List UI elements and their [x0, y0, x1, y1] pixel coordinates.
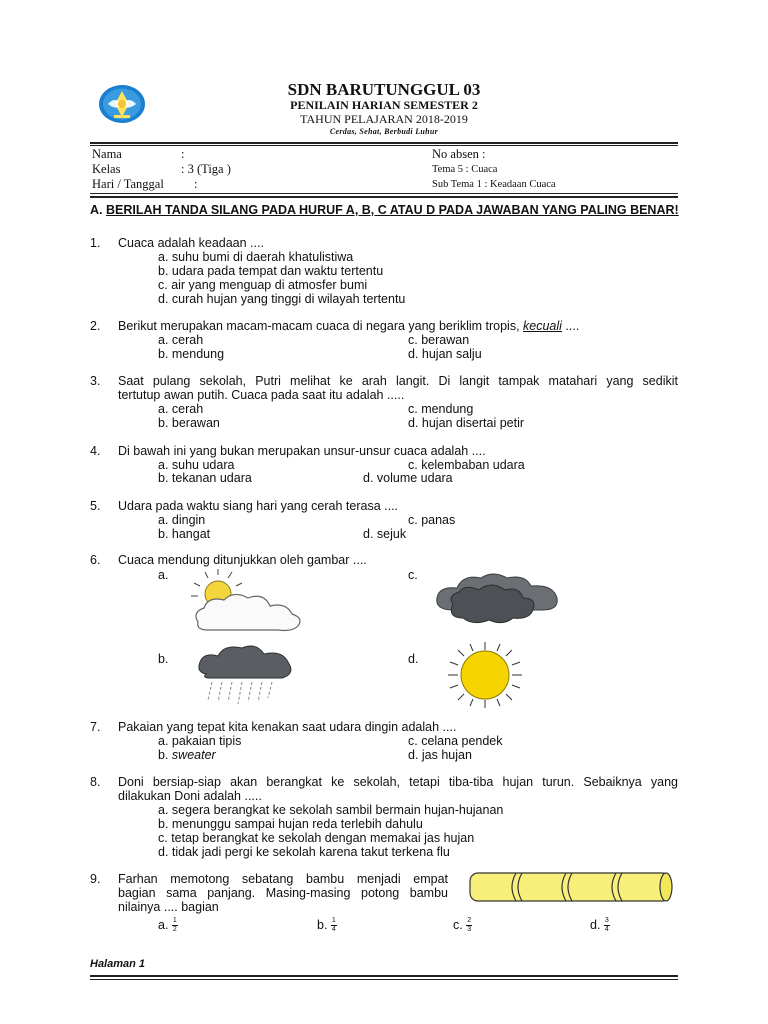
school-name: SDN BARUTUNGGUL 03 [287, 80, 481, 99]
option-b-sweater: sweater [171, 748, 216, 762]
option-d[interactable]: d. jas hujan [408, 748, 472, 762]
nama-colon: : [181, 147, 185, 161]
option-c[interactable]: c. [408, 568, 418, 582]
option-c[interactable]: c. berawan [408, 333, 470, 347]
question-text-line3: nilainya .... bagian [118, 900, 219, 914]
header-rule [90, 142, 678, 144]
sun-behind-cloud-icon[interactable] [188, 572, 306, 634]
question-text-line1: Doni bersiap-siap akan berangkat ke sekolah, tetapi tiba-tiba hujan turun. Sebaiknya yang [118, 775, 678, 789]
option-c[interactable]: c. celana pendek [408, 734, 503, 748]
header-rule-thin [90, 145, 678, 146]
info-rule [90, 193, 678, 194]
option-a[interactable]: a. pakaian tipis [158, 734, 242, 748]
exam-title: PENILAIN HARIAN SEMESTER 2 [290, 98, 478, 112]
bamboo-stick-icon [466, 871, 676, 903]
school-motto: Cerdas, Sehat, Berbudi Luhur [329, 127, 439, 136]
question-text: Cuaca mendung ditunjukkan oleh gambar .... [118, 553, 367, 567]
kelas-value: : 3 (Tiga ) [181, 162, 231, 176]
dark-cloud-icon[interactable] [433, 570, 559, 626]
footer-rule-thin [90, 979, 678, 980]
subtema-label: Sub Tema 1 : Keadaan Cuaca [432, 179, 556, 190]
option-d[interactable]: d. hujan disertai petir [408, 416, 525, 430]
option-b[interactable]: b. udara pada tempat dan waktu tertentu [158, 264, 384, 278]
question-text: Pakaian yang tepat kita kenakan saat udara dingin adalah .... [118, 720, 457, 734]
page-number: Halaman 1 [90, 958, 146, 970]
nama-label: Nama [92, 147, 122, 161]
option-a[interactable]: a. [158, 568, 169, 582]
question-text: Udara pada waktu siang hari yang cerah terasa .... [118, 499, 399, 513]
option-d[interactable]: d. $\frac{3}{4}$ [590, 917, 609, 933]
option-b[interactable]: b. hangat [158, 527, 211, 541]
question-number: 2. [90, 319, 101, 333]
option-b[interactable]: b. berawan [158, 416, 220, 430]
option-a[interactable]: a. dingin [158, 513, 206, 527]
question-number: 1. [90, 236, 101, 250]
question-text-line2: tertutup awan putih. Cuaca pada saat itu adalah ..... [118, 388, 405, 402]
option-b[interactable]: b. tekanan udara [158, 471, 252, 485]
option-c[interactable]: c. kelembaban udara [408, 458, 525, 472]
question-number: 6. [90, 553, 101, 567]
question-text-line2: bagian sama panjang. Masing-masing potong bambu [118, 886, 448, 900]
option-a[interactable]: a. segera berangkat ke sekolah sambil bermain hujan-hujanan [158, 803, 504, 817]
option-b[interactable]: b. mendung [158, 347, 225, 361]
no-absen-label: No absen : [432, 147, 486, 161]
option-d[interactable]: d. tidak jadi pergi ke sekolah karena takut terkena flu [158, 845, 450, 859]
tema-label: Tema 5 : Cuaca [432, 164, 498, 175]
option-d[interactable]: d. hujan salju [408, 347, 482, 361]
question-text: Berikut merupakan macam-macam cuaca di negara yang beriklim tropis, kecuali .... [118, 319, 580, 333]
option-c[interactable]: c. air yang menguap di atmosfer bumi [158, 278, 368, 292]
sun-icon[interactable] [444, 640, 526, 710]
hari-tanggal-colon: : [194, 177, 198, 191]
option-c[interactable]: c. mendung [408, 402, 474, 416]
option-d[interactable]: d. sejuk [363, 527, 407, 541]
option-c[interactable]: c. $\frac{2}{3}$ [453, 917, 472, 933]
info-rule-thick [90, 196, 678, 198]
question-number: 4. [90, 444, 101, 458]
school-year: TAHUN PELAJARAN 2018-2019 [300, 112, 468, 126]
option-a[interactable]: a. cerah [158, 333, 204, 347]
question-number: 3. [90, 374, 101, 388]
option-a[interactable]: a. suhu udara [158, 458, 235, 472]
option-c[interactable]: c. panas [408, 513, 456, 527]
section-letter: A. [90, 203, 103, 217]
question-text: Di bawah ini yang bukan merupakan unsur-unsur cuaca adalah .... [118, 444, 486, 458]
question-number: 9. [90, 872, 101, 886]
option-b[interactable]: b. [158, 652, 169, 666]
option-d[interactable]: d. volume udara [363, 471, 453, 485]
section-instruction: BERILAH TANDA SILANG PADA HURUF A, B, C ATAU D PADA JAWABAN YANG PALING BENAR! [105, 203, 679, 217]
footer-rule [90, 975, 678, 977]
hari-tanggal-label: Hari / Tanggal [92, 177, 164, 191]
question-number: 7. [90, 720, 101, 734]
emphasis-kecuali: kecuali [523, 319, 562, 333]
option-a[interactable]: a. suhu bumi di daerah khatulistiwa [158, 250, 354, 264]
option-a[interactable]: a. $\frac{1}{2}$ [158, 917, 177, 933]
option-b[interactable]: b. menunggu sampai hujan reda terlebih dahulu [158, 817, 423, 831]
option-a[interactable]: a. cerah [158, 402, 204, 416]
option-c[interactable]: c. tetap berangkat ke sekolah dengan memakai jas hujan [158, 831, 475, 845]
question-text: Cuaca adalah keadaan .... [118, 236, 264, 250]
option-d[interactable]: d. curah hujan yang tinggi di wilayah tertentu [158, 292, 406, 306]
question-number: 5. [90, 499, 101, 513]
question-text-line2: dilakukan Doni adalah ..... [118, 789, 262, 803]
option-d[interactable]: d. [408, 652, 419, 666]
question-number: 8. [90, 775, 101, 789]
question-text-line1: Farhan memotong sebatang bambu menjadi empat [118, 872, 448, 886]
option-b[interactable]: b. $\frac{1}{4}$ [317, 917, 336, 933]
rain-cloud-icon[interactable] [192, 644, 294, 706]
kelas-label: Kelas [92, 162, 121, 176]
option-b[interactable]: b. sweater [158, 748, 216, 762]
section-a-title [90, 203, 680, 217]
question-text-line1: Saat pulang sekolah, Putri melihat ke arah langit. Di langit tampak matahari yang sedikit [118, 374, 678, 388]
